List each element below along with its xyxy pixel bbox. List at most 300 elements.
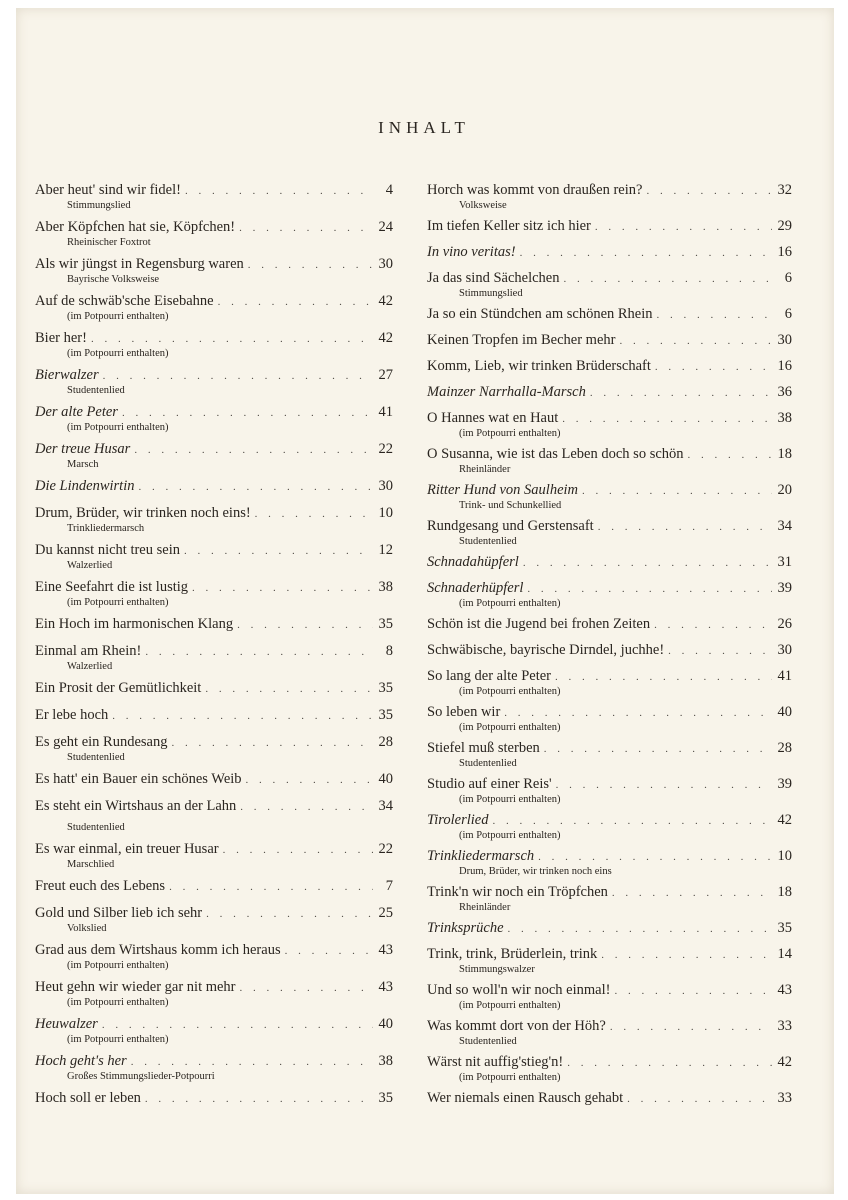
toc-entry <box>427 244 792 262</box>
toc-entry-row <box>35 1053 393 1071</box>
toc-entry-page-number: 43 <box>777 982 792 998</box>
toc-entry <box>35 182 393 212</box>
toc-entry-title: Heuwalzer <box>35 1016 98 1032</box>
dot-leader <box>134 442 373 459</box>
toc-entry-row <box>427 306 792 324</box>
toc-entry <box>35 1090 393 1108</box>
toc-entry <box>427 218 792 236</box>
toc-entry <box>427 270 792 300</box>
toc-entry <box>35 707 393 725</box>
dot-leader <box>145 644 373 661</box>
toc-entry-row <box>427 182 792 200</box>
dot-leader <box>619 333 772 350</box>
toc-entry <box>35 798 393 834</box>
toc-entry <box>35 478 393 496</box>
toc-entry-title: Horch was kommt von draußen rein? <box>427 182 643 198</box>
toc-entry <box>427 884 792 914</box>
toc-entry-title: Ein Hoch im harmonischen Klang <box>35 616 234 632</box>
toc-entry <box>35 771 393 789</box>
toc-entry <box>35 330 393 360</box>
toc-entry <box>427 982 792 1012</box>
dot-leader <box>131 1054 373 1071</box>
toc-entry-row <box>427 446 792 464</box>
toc-entry-subtitle: Studentenlied <box>459 1036 517 1047</box>
dot-leader <box>668 643 772 660</box>
toc-entry-page-number: 24 <box>378 219 393 235</box>
toc-entry-subtitle: Volkslied <box>67 923 107 934</box>
toc-entry-title: Und so woll'n wir noch einmal! <box>427 982 611 998</box>
toc-entry-title: Ja so ein Stündchen am schönen Rhein <box>427 306 653 322</box>
dot-leader <box>172 735 374 752</box>
toc-entry-title: Mainzer Narrhalla-Marsch <box>427 384 586 400</box>
toc-entry-subtitle: Studentenlied <box>67 822 125 833</box>
dot-leader <box>688 447 772 464</box>
toc-entry-title: Trink'n wir noch ein Tröpfchen <box>427 884 608 900</box>
toc-entry-page-number: 16 <box>777 358 792 374</box>
toc-entry <box>427 668 792 698</box>
dot-leader <box>527 581 772 598</box>
toc-entry-row <box>35 979 393 997</box>
toc-entry-subtitle: Studentenlied <box>459 536 517 547</box>
dot-leader <box>240 799 373 816</box>
toc-entry <box>35 643 393 673</box>
dot-leader <box>184 543 373 560</box>
toc-entry-title: Studio auf einer Reis' <box>427 776 552 792</box>
toc-entry-row <box>35 542 393 560</box>
toc-entry-subtitle: (im Potpourri enthalten) <box>67 597 169 608</box>
toc-entry-row <box>427 812 792 830</box>
toc-entry-title: Tirolerlied <box>427 812 489 828</box>
toc-entry-page-number: 25 <box>378 905 393 921</box>
toc-entry-title: Was kommt dort von der Höh? <box>427 1018 606 1034</box>
toc-entry-title: Stiefel muß sterben <box>427 740 540 756</box>
toc-entry-page-number: 22 <box>378 841 393 857</box>
toc-entry-subtitle: Trink- und Schunkellied <box>459 500 562 511</box>
toc-entry-row <box>35 219 393 237</box>
dot-leader <box>246 772 373 789</box>
toc-entry <box>427 642 792 660</box>
toc-entry-page-number: 43 <box>378 942 393 958</box>
dot-leader <box>237 617 373 634</box>
dot-leader <box>582 483 772 500</box>
toc-entry-row <box>35 942 393 960</box>
toc-entry-title: Komm, Lieb, wir trinken Brüderschaft <box>427 358 651 374</box>
toc-entry-subtitle: (im Potpourri enthalten) <box>67 960 169 971</box>
toc-entry-row <box>35 404 393 422</box>
toc-entry-page-number: 8 <box>385 643 393 659</box>
toc-entry-page-number: 39 <box>777 776 792 792</box>
toc-entry-page-number: 32 <box>777 182 792 198</box>
toc-entry-page-number: 38 <box>378 1053 393 1069</box>
toc-entry-page-number: 35 <box>777 920 792 936</box>
dot-leader <box>657 307 772 324</box>
dot-leader <box>598 519 772 536</box>
toc-entry <box>427 482 792 512</box>
toc-entry-subtitle: (im Potpourri enthalten) <box>459 1000 561 1011</box>
toc-entry-page-number: 42 <box>777 812 792 828</box>
toc-entry-row <box>35 1090 393 1108</box>
toc-entry-subtitle: Marsch <box>67 459 99 470</box>
toc-entry-page-number: 14 <box>777 946 792 962</box>
toc-entry-title: Ein Prosit der Gemütlichkeit <box>35 680 202 696</box>
toc-entry-subtitle: Bayrische Volksweise <box>67 274 160 285</box>
toc-entry-page-number: 34 <box>777 518 792 534</box>
dot-leader <box>523 555 772 572</box>
toc-entry-subtitle: (im Potpourri enthalten) <box>459 1072 561 1083</box>
toc-entry-subtitle: Studentenlied <box>67 752 125 763</box>
dot-leader <box>206 906 373 923</box>
toc-entry-title: Aber heut' sind wir fidel! <box>35 182 181 198</box>
toc-entry-title: Du kannst nicht treu sein <box>35 542 180 558</box>
dot-leader <box>248 257 373 274</box>
dot-leader <box>185 183 373 200</box>
toc-entry-row <box>35 841 393 859</box>
toc-entry-page-number: 22 <box>378 441 393 457</box>
toc-entry-page-number: 35 <box>378 616 393 632</box>
toc-entry-title: Schnadahüpferl <box>427 554 519 570</box>
toc-entry-subtitle: (im Potpourri enthalten) <box>459 830 561 841</box>
toc-entry-title: Keinen Tropfen im Becher mehr <box>427 332 616 348</box>
toc-entry <box>35 367 393 397</box>
dot-leader <box>567 1055 772 1072</box>
toc-entry <box>35 404 393 434</box>
toc-entry-page-number: 42 <box>378 293 393 309</box>
dot-leader <box>555 669 772 686</box>
toc-entry-row <box>427 518 792 536</box>
dot-leader <box>103 368 373 385</box>
toc-entry-subtitle: (im Potpourri enthalten) <box>67 311 169 322</box>
dot-leader <box>91 331 373 348</box>
dot-leader <box>610 1019 772 1036</box>
toc-entry-row <box>35 616 393 634</box>
toc-entry-subtitle: (im Potpourri enthalten) <box>67 348 169 359</box>
toc-entry-title: Auf de schwäb'sche Eisebahne <box>35 293 214 309</box>
toc-entry-title: O Susanna, wie ist das Leben doch so schön <box>427 446 684 462</box>
toc-entry <box>427 1018 792 1048</box>
toc-entry-row <box>427 982 792 1000</box>
dot-leader <box>601 947 772 964</box>
toc-entry-title: Heut gehn wir wieder gar nit mehr <box>35 979 236 995</box>
toc-entry <box>427 740 792 770</box>
toc-entry-title: So lang der alte Peter <box>427 668 552 684</box>
toc-entry-title: In vino veritas! <box>427 244 516 260</box>
dot-leader <box>508 921 772 938</box>
toc-entry-subtitle: Stimmungslied <box>67 200 131 211</box>
toc-entry-page-number: 20 <box>777 482 792 498</box>
toc-entry-row <box>427 384 792 402</box>
toc-entry-subtitle: (im Potpourri enthalten) <box>67 997 169 1008</box>
toc-entry <box>35 505 393 535</box>
toc-entry-page-number: 10 <box>777 848 792 864</box>
dot-leader <box>223 842 373 859</box>
toc-entry-page-number: 40 <box>378 771 393 787</box>
toc-entry-page-number: 42 <box>777 1054 792 1070</box>
toc-entry-page-number: 31 <box>777 554 792 570</box>
dot-leader <box>493 813 773 830</box>
toc-entry-row <box>427 616 792 634</box>
toc-entry-page-number: 41 <box>777 668 792 684</box>
dot-leader <box>102 1017 373 1034</box>
toc-entry-page-number: 38 <box>378 579 393 595</box>
toc-entry-title: Im tiefen Keller sitz ich hier <box>427 218 591 234</box>
toc-entry-page-number: 10 <box>378 505 393 521</box>
toc-entry-title: Als wir jüngst in Regensburg waren <box>35 256 244 272</box>
toc-entry-row <box>427 244 792 262</box>
toc-entry-page-number: 38 <box>777 410 792 426</box>
dot-leader <box>504 705 772 722</box>
toc-entry-page-number: 33 <box>777 1018 792 1034</box>
toc-entry-title: Er lebe hoch <box>35 707 109 723</box>
toc-entry-row <box>427 740 792 758</box>
toc-entry-page-number: 4 <box>385 182 393 198</box>
dot-leader <box>520 245 772 262</box>
toc-entry-row <box>35 734 393 752</box>
toc-entry-title: Es geht ein Rundesang <box>35 734 168 750</box>
toc-entry-subtitle: (im Potpourri enthalten) <box>459 598 561 609</box>
toc-entry-row <box>35 293 393 311</box>
toc-entry <box>427 704 792 734</box>
dot-leader <box>655 359 772 376</box>
dot-leader <box>646 183 772 200</box>
toc-entry-page-number: 41 <box>378 404 393 420</box>
toc-entry <box>427 384 792 402</box>
dot-leader <box>139 479 374 496</box>
toc-entry-page-number: 6 <box>784 270 792 286</box>
toc-entry-title: Wärst nit auffig'stieg'n! <box>427 1054 564 1070</box>
toc-entry-row <box>35 505 393 523</box>
toc-entry-row <box>427 1054 792 1072</box>
toc-entry-title: Grad aus dem Wirtshaus komm ich heraus <box>35 942 281 958</box>
toc-entry-row <box>35 878 393 896</box>
toc-entry-title: Freut euch des Lebens <box>35 878 166 894</box>
toc-entry-subtitle: Rheinländer <box>459 902 511 913</box>
toc-entry-page-number: 18 <box>777 446 792 462</box>
toc-entry-row <box>35 182 393 200</box>
toc-entry <box>35 878 393 896</box>
dot-leader <box>544 741 772 758</box>
toc-entry-subtitle: (im Potpourri enthalten) <box>459 428 561 439</box>
toc-entry <box>427 1054 792 1084</box>
toc-entry-title: Gold und Silber lieb ich sehr <box>35 905 203 921</box>
dot-leader <box>614 983 772 1000</box>
toc-entry-row <box>427 332 792 350</box>
dot-leader <box>240 980 373 997</box>
toc-entry-title: Eine Seefahrt die ist lustig <box>35 579 189 595</box>
dot-leader <box>627 1091 772 1108</box>
toc-entry-title: Ritter Hund von Saulheim <box>427 482 579 498</box>
toc-entry-row <box>427 218 792 236</box>
toc-entry-row <box>35 256 393 274</box>
toc-entry-row <box>35 1016 393 1034</box>
dot-leader <box>538 849 772 866</box>
toc-entry <box>35 256 393 286</box>
toc-entry-page-number: 12 <box>378 542 393 558</box>
toc-entry-title: Wer niemals einen Rausch gehabt <box>427 1090 624 1106</box>
toc-entry-row <box>427 482 792 500</box>
toc-entry-title: Schnaderhüpferl <box>427 580 524 596</box>
toc-entry-subtitle: (im Potpourri enthalten) <box>459 686 561 697</box>
toc-entry-page-number: 33 <box>777 1090 792 1106</box>
toc-entry-page-number: 16 <box>777 244 792 260</box>
toc-entry-row <box>35 478 393 496</box>
toc-entry-page-number: 35 <box>378 1090 393 1106</box>
toc-entry <box>427 518 792 548</box>
toc-entry-subtitle: Stimmungslied <box>459 288 523 299</box>
toc-entry <box>35 441 393 471</box>
dot-leader <box>112 708 373 725</box>
dot-leader <box>239 220 373 237</box>
toc-entry-title: O Hannes wat en Haut <box>427 410 559 426</box>
toc-entry-row <box>35 798 393 816</box>
toc-entry-title: Bierwalzer <box>35 367 99 383</box>
toc-entry-row <box>35 579 393 597</box>
toc-entry <box>427 848 792 878</box>
toc-entry-title: Trink, trink, Brüderlein, trink <box>427 946 598 962</box>
toc-entry-row <box>427 580 792 598</box>
toc-entry-title: Bier her! <box>35 330 87 346</box>
toc-right-column <box>427 182 792 1116</box>
toc-entry-subtitle: (im Potpourri enthalten) <box>459 722 561 733</box>
toc-entry-page-number: 30 <box>777 642 792 658</box>
page-title: INHALT <box>378 118 470 137</box>
toc-entry-title: Der alte Peter <box>35 404 118 420</box>
toc-entry-subtitle: Studentenlied <box>459 758 517 769</box>
toc-entry-row <box>427 358 792 376</box>
dot-leader <box>563 271 772 288</box>
toc-entry-title: Trinkliedermarsch <box>427 848 535 864</box>
toc-entry <box>427 580 792 610</box>
toc-entry-row <box>427 668 792 686</box>
toc-entry-page-number: 6 <box>784 306 792 322</box>
dot-leader <box>169 879 373 896</box>
toc-entry <box>427 1090 792 1108</box>
toc-entry <box>427 332 792 350</box>
toc-entry-subtitle: Stimmungswalzer <box>459 964 535 975</box>
toc-entry-subtitle: Marschlied <box>67 859 115 870</box>
toc-entry-row <box>35 643 393 661</box>
toc-entry <box>35 680 393 698</box>
toc-entry-row <box>427 270 792 288</box>
toc-entry-title: Schwäbische, bayrische Dirndel, juchhe! <box>427 642 665 658</box>
toc-entry-subtitle: Drum, Brüder, wir trinken noch eins <box>459 866 612 877</box>
dot-leader <box>145 1091 373 1108</box>
toc-entry <box>35 542 393 572</box>
toc-entry-subtitle: (im Potpourri enthalten) <box>459 794 561 805</box>
toc-entry-page-number: 29 <box>777 218 792 234</box>
toc-entry-page-number: 39 <box>777 580 792 596</box>
toc-entry-row <box>427 920 792 938</box>
toc-entry-page-number: 30 <box>777 332 792 348</box>
toc-entry <box>35 905 393 935</box>
dot-leader <box>654 617 772 634</box>
toc-entry-title: Ja das sind Sächelchen <box>427 270 560 286</box>
toc-entry-subtitle: Volksweise <box>459 200 507 211</box>
toc-entry-row <box>427 848 792 866</box>
toc-entry-title: Einmal am Rhein! <box>35 643 142 659</box>
toc-entry-subtitle: Studentenlied <box>67 385 125 396</box>
toc-entry <box>35 841 393 871</box>
toc-entry-page-number: 35 <box>378 707 393 723</box>
toc-entry-row <box>427 776 792 794</box>
toc-entry-page-number: 26 <box>777 616 792 632</box>
toc-entry-row <box>427 946 792 964</box>
toc-entry-subtitle: (im Potpourri enthalten) <box>67 422 169 433</box>
toc-entry-row <box>35 905 393 923</box>
toc-entry-page-number: 18 <box>777 884 792 900</box>
toc-entry-title: Es war einmal, ein treuer Husar <box>35 841 219 857</box>
toc-entry-row <box>427 884 792 902</box>
dot-leader <box>205 681 373 698</box>
dot-leader <box>562 411 772 428</box>
toc-entry-row <box>35 330 393 348</box>
toc-entry-page-number: 43 <box>378 979 393 995</box>
dot-leader <box>556 777 772 794</box>
toc-entry-subtitle: Rheinischer Foxtrot <box>67 237 151 248</box>
toc-entry-row <box>35 367 393 385</box>
toc-entry <box>427 776 792 806</box>
toc-entry-page-number: 40 <box>777 704 792 720</box>
toc-entry-title: Es steht ein Wirtshaus an der Lahn <box>35 798 237 814</box>
toc-entry-page-number: 35 <box>378 680 393 696</box>
toc-entry <box>35 734 393 764</box>
toc-entry <box>35 979 393 1009</box>
toc-entry <box>35 942 393 972</box>
toc-entry-row <box>35 771 393 789</box>
toc-entry-row <box>35 441 393 459</box>
toc-entry <box>35 616 393 634</box>
toc-entry <box>427 616 792 634</box>
toc-entry-page-number: 36 <box>777 384 792 400</box>
toc-entry <box>35 1016 393 1046</box>
toc-entry <box>427 182 792 212</box>
toc-entry-page-number: 28 <box>378 734 393 750</box>
toc-entry-subtitle: Rheinländer <box>459 464 511 475</box>
toc-entry-row <box>35 707 393 725</box>
toc-entry-page-number: 42 <box>378 330 393 346</box>
dot-leader <box>590 385 772 402</box>
toc-entry <box>427 410 792 440</box>
toc-entry-title: Hoch geht's her <box>35 1053 127 1069</box>
dot-leader <box>255 506 373 523</box>
toc-entry-row <box>427 642 792 660</box>
toc-entry-row <box>427 1090 792 1108</box>
toc-entry-row <box>427 410 792 428</box>
toc-entry <box>427 920 792 938</box>
toc-entry <box>35 1053 393 1083</box>
toc-entry-subtitle: Walzerlied <box>67 560 113 571</box>
toc-entry-row <box>427 1018 792 1036</box>
toc-entry <box>35 579 393 609</box>
dot-leader <box>595 219 772 236</box>
toc-entry-subtitle: (im Potpourri enthalten) <box>67 1034 169 1045</box>
toc-entry-page-number: 7 <box>385 878 393 894</box>
toc-entry <box>427 554 792 572</box>
dot-leader <box>218 294 373 311</box>
toc-entry-page-number: 27 <box>378 367 393 383</box>
toc-entry <box>427 946 792 976</box>
toc-left-column <box>35 182 393 1117</box>
toc-entry-title: Hoch soll er leben <box>35 1090 141 1106</box>
toc-entry-title: Rundgesang und Gerstensaft <box>427 518 594 534</box>
toc-entry-subtitle: Walzerlied <box>67 661 113 672</box>
toc-entry-page-number: 34 <box>378 798 393 814</box>
toc-entry <box>35 293 393 323</box>
dot-leader <box>122 405 373 422</box>
toc-entry-title: Es hatt' ein Bauer ein schönes Weib <box>35 771 242 787</box>
toc-entry-subtitle: Trinkliedermarsch <box>67 523 145 534</box>
toc-entry <box>427 446 792 476</box>
toc-entry <box>427 306 792 324</box>
